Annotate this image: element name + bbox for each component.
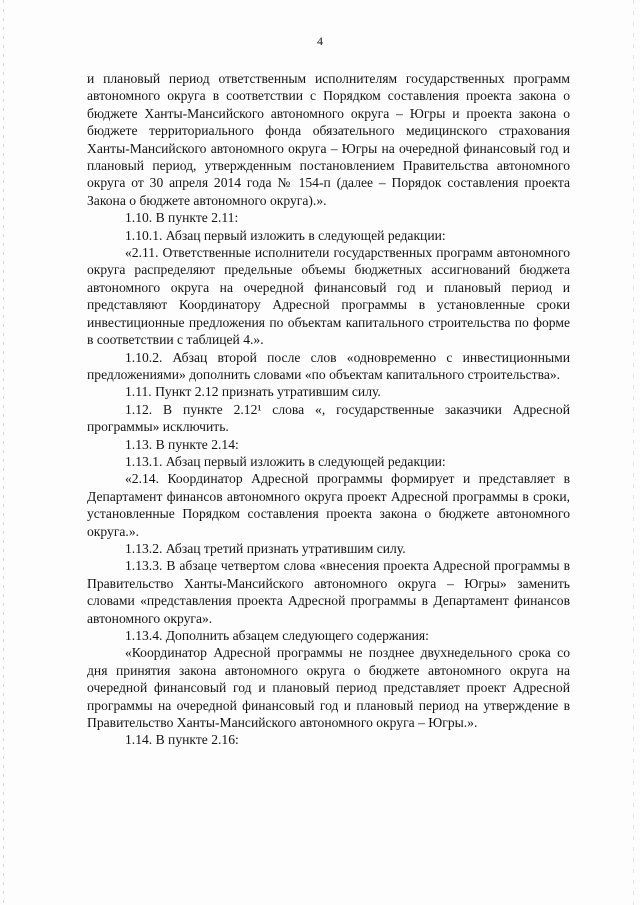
- document-body: [87, 70, 570, 749]
- paragraph-1-13: 1.13. В пункте 2.14:: [125, 436, 239, 452]
- paragraph-1-14: 1.14. В пункте 2.16:: [125, 732, 239, 748]
- paragraph-quote-coordinator: «Координатор Адресной программы не позднее двухнедельного срока со дня принятия закона автономного округа о бюджете автономного округа на очередной финансовый год и плановый период представляет проект Адресной программы на очередной финансовый год и плановый период на утверждение в Правительство Ханты-Мансийского автономного округа – Югры.».: [87, 645, 570, 731]
- paragraph-quote-2-11: «2.11. Ответственные исполнители государственных программ автономного округа распределяют предельные объемы бюджетных ассигнований бюджета автономного округа на очередной финансовый год и плановый период и представляют Координатору Адресной программы в установленные сроки инвестиционные предложения по объектам капитального строительства по форме в соответствии с таблицей 4.».: [87, 245, 570, 348]
- paragraph-1-13-4: 1.13.4. Дополнить абзацем следующего содержания:: [125, 628, 429, 643]
- paragraph-1-13-1: 1.13.1. Абзац первый изложить в следующей редакции:: [125, 453, 446, 469]
- paragraph-1-10-2: 1.10.2. Абзац второй после слов «одновременно с инвестиционными предложениями» дополнить словами «по объектам капитального строительства».: [87, 349, 570, 382]
- paragraph-continuation: и плановый период ответственным исполнителям государственных программ автономного округа в соответствии с Порядком составления проекта закона о бюджете Ханты-Мансийского автономного округа – Югры и проекта закона о бюджете территориального фонда обязательного медицинского страхования Ханты-Мансийского автономного округа – Югры на очередной финансовый год и плановый период, утвержденным постановлением Правительства автономного округа от 30 апреля 2014 года № 154-п (далее – Порядок составления проекта Закона о бюджете автономного округа).».: [87, 71, 570, 208]
- scan-edge-right: [633, 0, 634, 905]
- paragraph-1-11: 1.11. Пункт 2.12 признать утратившим силу.: [125, 384, 381, 400]
- paragraph-1-12: 1.12. В пункте 2.12¹ слова «, государственные заказчики Адресной программы» исключить.: [87, 401, 570, 435]
- paragraph-1-10: 1.10. В пункте 2.11:: [125, 210, 239, 226]
- scan-edge-left: [3, 0, 4, 905]
- page-number: 4: [317, 34, 323, 48]
- paragraph-1-13-2: 1.13.2. Абзац третий признать утратившим силу.: [125, 540, 406, 556]
- paragraph-quote-2-14: «2.14. Координатор Адресной программы формирует и представляет в Департамент финансов автономного округа проект Адресной программы в сроки, установленные Порядком составления проекта закона о бюджете автономного округа.».: [87, 471, 570, 539]
- paragraph-1-10-1: 1.10.1. Абзац первый изложить в следующей редакции:: [125, 227, 446, 243]
- paragraph-1-13-3: 1.13.3. В абзаце четвертом слова «внесения проекта Адресной программы в Правительство Ханты-Мансийского автономного округа – Югры» заменить словами «представления проекта Адресной программы в Департамент финансов автономного округа».: [87, 558, 570, 626]
